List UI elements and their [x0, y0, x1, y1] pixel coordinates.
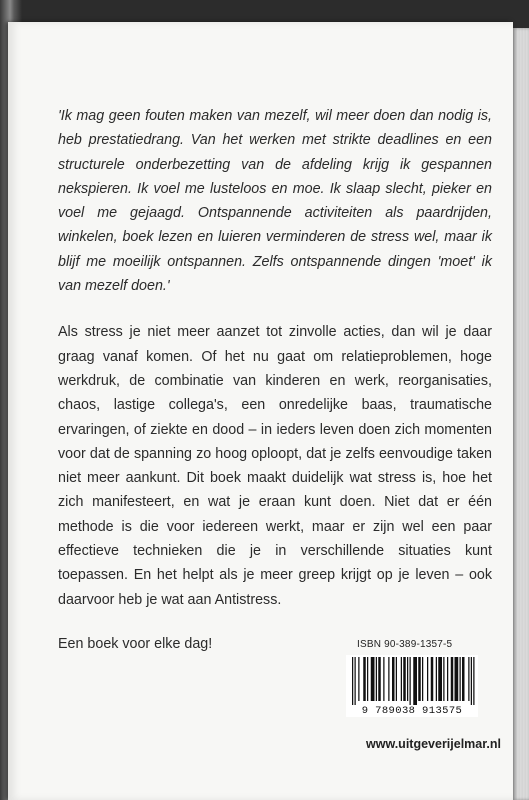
- barcode-bar: [401, 657, 402, 701]
- barcode-bar: [363, 657, 366, 701]
- barcode-bar: [383, 657, 384, 701]
- barcode-bar: [376, 657, 377, 701]
- barcode-bar: [418, 657, 421, 701]
- barcode-bar: [438, 657, 442, 701]
- page-edges: [513, 28, 529, 800]
- barcode-bar: [371, 657, 375, 701]
- barcode-bars: [346, 655, 478, 705]
- barcode-bar: [413, 657, 417, 705]
- blurb-text-block: [58, 104, 492, 656]
- barcode-bar: [468, 657, 469, 701]
- barcode-digits: 9 789038 913575: [346, 705, 478, 717]
- barcode-bar: [427, 657, 428, 701]
- book-description: Als stress je niet meer aanzet tot zinvolle acties, dan wil je daar graag vanaf komen. Of het nu gaat om relatieproblemen, hoge werkdruk, de combinatie van kinderen en werk, reorganisaties, chaos, lastige collega's, een onredelijke baas, traumatische ervaringen, of ziekte en dood – in ieders leven doen zich momenten voor dat de spanning zo hoog oploopt, dat je zelfs eenvoudige taken niet meer aankunt. Dit boek maakt duidelijk wat stress is, hoe het zich manifesteert, en wat je eraan kunt doen. Niet dat er één methode is die voor iedereen werkt, maar er zijn wel een paar effectieve technieken die je in verschillende situaties kunt toepassen. En het helpt als je meer greep krijgt op je leven – ook daarvoor heb je wat aan Antistress.: [58, 324, 492, 608]
- barcode-bar: [443, 657, 444, 701]
- testimonial-quote: 'Ik mag geen fouten maken van mezelf, wil meer doen dan nodig is, heb prestatiedrang. Van het werken met strikte deadlines en een structurele onderbezetting van de afdeling krijg ik gespannen nekspieren. Ik voel me lusteloos en moe. Ik slaap slecht, pieker en voel me gejaagd. Ontspannende activiteiten als paardrijden, winkelen, boek lezen en luieren verminderen de stress wel, maar ik blijf me moeilijk ontspannen. Zelfs ontspannende dingen 'moet' ik van mezelf doen.': [58, 108, 492, 295]
- barcode-bar: [473, 657, 474, 705]
- barcode-bar: [358, 657, 359, 701]
- barcode-bar: [352, 657, 353, 705]
- barcode-bar: [455, 657, 459, 701]
- barcode-bar: [378, 657, 381, 701]
- barcode: [346, 655, 478, 717]
- barcode-bar: [431, 657, 434, 701]
- barcode-bar: [462, 657, 465, 701]
- barcode-bar: [403, 657, 406, 701]
- barcode-bar: [392, 657, 395, 701]
- barcode-bar: [388, 657, 389, 701]
- barcode-bar: [367, 657, 368, 701]
- barcode-bar: [407, 657, 408, 701]
- barcode-bar: [436, 657, 437, 701]
- barcode-bar: [396, 657, 397, 701]
- barcode-bar: [451, 657, 454, 701]
- barcode-bar: [460, 657, 461, 701]
- tagline: Een boek voor elke dag!: [58, 635, 213, 652]
- barcode-bar: [410, 657, 411, 705]
- barcode-bar: [422, 657, 423, 701]
- publisher-website: www.uitgeverijelmar.nl: [366, 737, 501, 751]
- barcode-bar: [355, 657, 356, 705]
- isbn-label: ISBN 90-389-1357-5: [357, 639, 453, 650]
- barcode-bar: [447, 657, 448, 701]
- barcode-bar: [471, 657, 472, 705]
